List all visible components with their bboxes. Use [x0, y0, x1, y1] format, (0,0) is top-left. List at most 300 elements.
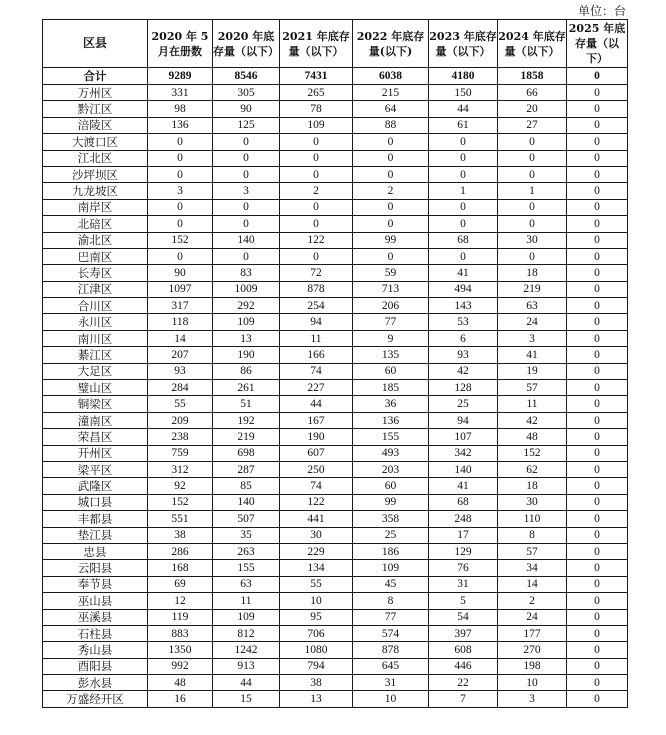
table-row — [43, 265, 628, 281]
value-cell: 0 — [148, 134, 213, 150]
header-2020-may: 2020 年 5 月在册数 — [148, 20, 213, 68]
value-cell: 185 — [353, 380, 429, 396]
value-cell: 129 — [429, 543, 498, 559]
value-cell: 1009 — [213, 281, 280, 297]
table-row — [43, 396, 628, 412]
value-cell: 0 — [213, 216, 280, 232]
district-name: 潼南区 — [43, 412, 148, 428]
value-cell: 9 — [353, 330, 429, 346]
value-cell: 0 — [567, 609, 628, 625]
value-cell: 55 — [148, 396, 213, 412]
value-cell: 0 — [567, 363, 628, 379]
table-row — [43, 216, 628, 232]
value-cell: 140 — [429, 461, 498, 477]
value-cell: 0 — [148, 166, 213, 182]
table-row — [43, 560, 628, 576]
table-row — [43, 461, 628, 477]
value-cell: 1 — [498, 183, 567, 199]
table-row — [43, 625, 628, 641]
district-name: 江津区 — [43, 281, 148, 297]
value-cell: 72 — [280, 265, 353, 281]
value-cell: 3 — [498, 330, 567, 346]
value-cell: 397 — [429, 625, 498, 641]
table-row — [43, 248, 628, 264]
value-cell: 0 — [567, 642, 628, 658]
value-cell: 0 — [498, 134, 567, 150]
unit-label: 单位：台 — [577, 4, 626, 18]
table-row — [43, 658, 628, 674]
value-cell: 1242 — [213, 642, 280, 658]
value-cell: 0 — [429, 216, 498, 232]
value-cell: 608 — [429, 642, 498, 658]
district-name: 石柱县 — [43, 625, 148, 641]
value-cell: 0 — [567, 593, 628, 609]
value-cell: 0 — [148, 216, 213, 232]
value-cell: 24 — [498, 314, 567, 330]
value-cell: 68 — [429, 232, 498, 248]
value-cell: 41 — [498, 347, 567, 363]
table-row — [43, 543, 628, 559]
value-cell: 140 — [213, 232, 280, 248]
value-cell: 0 — [567, 281, 628, 297]
value-cell: 60 — [353, 363, 429, 379]
value-cell: 78 — [280, 101, 353, 117]
value-cell: 248 — [429, 511, 498, 527]
district-name: 城口县 — [43, 494, 148, 510]
value-cell: 11 — [213, 593, 280, 609]
district-name: 云阳县 — [43, 560, 148, 576]
table-row — [43, 675, 628, 691]
value-cell: 812 — [213, 625, 280, 641]
value-cell: 143 — [429, 298, 498, 314]
district-name: 万盛经开区 — [43, 691, 148, 707]
header-2023-end: 2023 年底存量（以下） — [429, 20, 498, 68]
district-name: 江北区 — [43, 150, 148, 166]
district-name: 璧山区 — [43, 380, 148, 396]
total-cell: 9289 — [148, 68, 213, 85]
district-name: 北碚区 — [43, 216, 148, 232]
value-cell: 150 — [429, 85, 498, 101]
value-cell: 190 — [280, 429, 353, 445]
value-cell: 74 — [280, 363, 353, 379]
value-cell: 342 — [429, 445, 498, 461]
district-name: 秀山县 — [43, 642, 148, 658]
table-row — [43, 429, 628, 445]
value-cell: 0 — [280, 248, 353, 264]
value-cell: 3 — [213, 183, 280, 199]
value-cell: 0 — [213, 248, 280, 264]
value-cell: 219 — [213, 429, 280, 445]
value-cell: 263 — [213, 543, 280, 559]
value-cell: 69 — [148, 576, 213, 592]
value-cell: 0 — [567, 380, 628, 396]
value-cell: 44 — [280, 396, 353, 412]
value-cell: 317 — [148, 298, 213, 314]
value-cell: 128 — [429, 380, 498, 396]
value-cell: 229 — [280, 543, 353, 559]
value-cell: 0 — [567, 412, 628, 428]
value-cell: 238 — [148, 429, 213, 445]
value-cell: 2 — [498, 593, 567, 609]
value-cell: 1350 — [148, 642, 213, 658]
value-cell: 913 — [213, 658, 280, 674]
table-row — [43, 412, 628, 428]
value-cell: 18 — [498, 478, 567, 494]
district-name: 沙坪坝区 — [43, 166, 148, 182]
total-cell: 7431 — [280, 68, 353, 85]
value-cell: 0 — [213, 199, 280, 215]
value-cell: 74 — [280, 478, 353, 494]
value-cell: 55 — [280, 576, 353, 592]
value-cell: 265 — [280, 85, 353, 101]
value-cell: 31 — [429, 576, 498, 592]
value-cell: 99 — [353, 232, 429, 248]
table-row — [43, 691, 628, 707]
value-cell: 286 — [148, 543, 213, 559]
value-cell: 209 — [148, 412, 213, 428]
value-cell: 215 — [353, 85, 429, 101]
district-name: 万州区 — [43, 85, 148, 101]
value-cell: 98 — [148, 101, 213, 117]
value-cell: 24 — [498, 609, 567, 625]
value-cell: 0 — [567, 691, 628, 707]
value-cell: 0 — [567, 248, 628, 264]
value-cell: 0 — [353, 248, 429, 264]
district-name: 丰都县 — [43, 511, 148, 527]
value-cell: 0 — [567, 429, 628, 445]
value-cell: 0 — [353, 199, 429, 215]
value-cell: 713 — [353, 281, 429, 297]
value-cell: 0 — [567, 199, 628, 215]
value-cell: 203 — [353, 461, 429, 477]
table-row — [43, 363, 628, 379]
value-cell: 284 — [148, 380, 213, 396]
table-row — [43, 494, 628, 510]
value-cell: 0 — [567, 166, 628, 182]
value-cell: 85 — [213, 478, 280, 494]
value-cell: 25 — [353, 527, 429, 543]
value-cell: 109 — [353, 560, 429, 576]
table-row — [43, 642, 628, 658]
value-cell: 574 — [353, 625, 429, 641]
value-cell: 507 — [213, 511, 280, 527]
value-cell: 48 — [148, 675, 213, 691]
district-name: 酉阳县 — [43, 658, 148, 674]
value-cell: 30 — [498, 494, 567, 510]
value-cell: 3 — [498, 691, 567, 707]
table-row — [43, 117, 628, 133]
value-cell: 706 — [280, 625, 353, 641]
value-cell: 358 — [353, 511, 429, 527]
value-cell: 90 — [213, 101, 280, 117]
district-name: 梁平区 — [43, 461, 148, 477]
total-cell: 1858 — [498, 68, 567, 85]
value-cell: 1080 — [280, 642, 353, 658]
value-cell: 10 — [353, 691, 429, 707]
district-name: 武隆区 — [43, 478, 148, 494]
table-row — [43, 85, 628, 101]
value-cell: 155 — [353, 429, 429, 445]
value-cell: 551 — [148, 511, 213, 527]
value-cell: 83 — [213, 265, 280, 281]
value-cell: 0 — [280, 134, 353, 150]
table-row — [43, 478, 628, 494]
value-cell: 0 — [429, 134, 498, 150]
value-cell: 270 — [498, 642, 567, 658]
district-name: 綦江区 — [43, 347, 148, 363]
value-cell: 0 — [353, 166, 429, 182]
value-cell: 0 — [567, 527, 628, 543]
value-cell: 136 — [148, 117, 213, 133]
value-cell: 88 — [353, 117, 429, 133]
value-cell: 44 — [213, 675, 280, 691]
value-cell: 53 — [429, 314, 498, 330]
value-cell: 107 — [429, 429, 498, 445]
total-row — [43, 68, 628, 85]
table-row — [43, 150, 628, 166]
value-cell: 13 — [280, 691, 353, 707]
district-name: 忠县 — [43, 543, 148, 559]
value-cell: 0 — [353, 134, 429, 150]
value-cell: 136 — [353, 412, 429, 428]
value-cell: 446 — [429, 658, 498, 674]
district-name: 大渡口区 — [43, 134, 148, 150]
value-cell: 94 — [429, 412, 498, 428]
value-cell: 64 — [353, 101, 429, 117]
value-cell: 992 — [148, 658, 213, 674]
value-cell: 0 — [567, 494, 628, 510]
district-name: 巫溪县 — [43, 609, 148, 625]
header-row — [43, 20, 628, 68]
value-cell: 109 — [280, 117, 353, 133]
header-2022-end: 2022 年底存量(以下) — [353, 20, 429, 68]
inventory-table — [42, 19, 628, 708]
value-cell: 206 — [353, 298, 429, 314]
value-cell: 25 — [429, 396, 498, 412]
district-name: 巫山县 — [43, 593, 148, 609]
table-row — [43, 101, 628, 117]
value-cell: 878 — [353, 642, 429, 658]
district-name: 大足区 — [43, 363, 148, 379]
district-name: 永川区 — [43, 314, 148, 330]
value-cell: 41 — [429, 265, 498, 281]
value-cell: 30 — [498, 232, 567, 248]
value-cell: 0 — [148, 199, 213, 215]
table-row — [43, 511, 628, 527]
district-name: 彭水县 — [43, 675, 148, 691]
value-cell: 0 — [567, 396, 628, 412]
value-cell: 18 — [498, 265, 567, 281]
district-name: 巴南区 — [43, 248, 148, 264]
value-cell: 11 — [498, 396, 567, 412]
value-cell: 86 — [213, 363, 280, 379]
value-cell: 2 — [353, 183, 429, 199]
district-name: 南岸区 — [43, 199, 148, 215]
value-cell: 15 — [213, 691, 280, 707]
value-cell: 92 — [148, 478, 213, 494]
value-cell: 0 — [567, 625, 628, 641]
value-cell: 0 — [567, 232, 628, 248]
value-cell: 51 — [213, 396, 280, 412]
value-cell: 11 — [280, 330, 353, 346]
value-cell: 198 — [498, 658, 567, 674]
value-cell: 20 — [498, 101, 567, 117]
value-cell: 0 — [353, 216, 429, 232]
value-cell: 93 — [429, 347, 498, 363]
district-name: 南川区 — [43, 330, 148, 346]
value-cell: 0 — [567, 560, 628, 576]
value-cell: 16 — [148, 691, 213, 707]
value-cell: 0 — [567, 117, 628, 133]
district-name: 涪陵区 — [43, 117, 148, 133]
value-cell: 0 — [567, 461, 628, 477]
value-cell: 0 — [498, 199, 567, 215]
value-cell: 118 — [148, 314, 213, 330]
value-cell: 109 — [213, 314, 280, 330]
value-cell: 2 — [280, 183, 353, 199]
value-cell: 0 — [213, 150, 280, 166]
value-cell: 8 — [498, 527, 567, 543]
district-name: 铜梁区 — [43, 396, 148, 412]
value-cell: 794 — [280, 658, 353, 674]
value-cell: 0 — [567, 543, 628, 559]
value-cell: 0 — [567, 347, 628, 363]
value-cell: 109 — [213, 609, 280, 625]
table-row — [43, 593, 628, 609]
value-cell: 698 — [213, 445, 280, 461]
value-cell: 10 — [280, 593, 353, 609]
district-name: 垫江县 — [43, 527, 148, 543]
value-cell: 31 — [353, 675, 429, 691]
district-name: 奉节县 — [43, 576, 148, 592]
value-cell: 12 — [148, 593, 213, 609]
value-cell: 22 — [429, 675, 498, 691]
value-cell: 0 — [567, 314, 628, 330]
total-cell: 6038 — [353, 68, 429, 85]
value-cell: 152 — [148, 494, 213, 510]
value-cell: 93 — [148, 363, 213, 379]
district-name: 开州区 — [43, 445, 148, 461]
value-cell: 0 — [567, 265, 628, 281]
value-cell: 0 — [498, 216, 567, 232]
table-row — [43, 232, 628, 248]
value-cell: 645 — [353, 658, 429, 674]
value-cell: 0 — [353, 150, 429, 166]
value-cell: 190 — [213, 347, 280, 363]
value-cell: 1 — [429, 183, 498, 199]
header-2025-end: 2025 年底存量（以下） — [567, 20, 628, 68]
value-cell: 878 — [280, 281, 353, 297]
table-row — [43, 298, 628, 314]
value-cell: 0 — [567, 298, 628, 314]
district-name: 黔江区 — [43, 101, 148, 117]
value-cell: 167 — [280, 412, 353, 428]
total-label: 合计 — [43, 68, 148, 85]
value-cell: 10 — [498, 675, 567, 691]
value-cell: 0 — [567, 85, 628, 101]
value-cell: 42 — [429, 363, 498, 379]
value-cell: 60 — [353, 478, 429, 494]
value-cell: 63 — [498, 298, 567, 314]
value-cell: 95 — [280, 609, 353, 625]
value-cell: 759 — [148, 445, 213, 461]
district-name: 九龙坡区 — [43, 183, 148, 199]
table-row — [43, 576, 628, 592]
value-cell: 186 — [353, 543, 429, 559]
value-cell: 140 — [213, 494, 280, 510]
header-2021-end: 2021 年底存量（以下） — [280, 20, 353, 68]
table-row — [43, 281, 628, 297]
value-cell: 287 — [213, 461, 280, 477]
value-cell: 57 — [498, 380, 567, 396]
value-cell: 166 — [280, 347, 353, 363]
value-cell: 17 — [429, 527, 498, 543]
value-cell: 63 — [213, 576, 280, 592]
table-row — [43, 347, 628, 363]
value-cell: 219 — [498, 281, 567, 297]
value-cell: 0 — [280, 150, 353, 166]
value-cell: 122 — [280, 232, 353, 248]
value-cell: 0 — [213, 166, 280, 182]
value-cell: 0 — [280, 166, 353, 182]
value-cell: 7 — [429, 691, 498, 707]
value-cell: 250 — [280, 461, 353, 477]
value-cell: 134 — [280, 560, 353, 576]
value-cell: 493 — [353, 445, 429, 461]
value-cell: 312 — [148, 461, 213, 477]
table-row — [43, 314, 628, 330]
total-cell: 0 — [567, 68, 628, 85]
value-cell: 0 — [567, 101, 628, 117]
value-cell: 0 — [429, 199, 498, 215]
value-cell: 119 — [148, 609, 213, 625]
value-cell: 61 — [429, 117, 498, 133]
value-cell: 494 — [429, 281, 498, 297]
value-cell: 152 — [148, 232, 213, 248]
value-cell: 0 — [429, 248, 498, 264]
value-cell: 36 — [353, 396, 429, 412]
value-cell: 125 — [213, 117, 280, 133]
table-row — [43, 527, 628, 543]
header-district: 区县 — [43, 20, 148, 68]
value-cell: 41 — [429, 478, 498, 494]
value-cell: 62 — [498, 461, 567, 477]
value-cell: 0 — [280, 199, 353, 215]
value-cell: 66 — [498, 85, 567, 101]
value-cell: 152 — [498, 445, 567, 461]
value-cell: 607 — [280, 445, 353, 461]
value-cell: 38 — [280, 675, 353, 691]
value-cell: 27 — [498, 117, 567, 133]
total-cell: 8546 — [213, 68, 280, 85]
value-cell: 207 — [148, 347, 213, 363]
value-cell: 99 — [353, 494, 429, 510]
value-cell: 1097 — [148, 281, 213, 297]
value-cell: 305 — [213, 85, 280, 101]
value-cell: 45 — [353, 576, 429, 592]
value-cell: 441 — [280, 511, 353, 527]
value-cell: 44 — [429, 101, 498, 117]
value-cell: 59 — [353, 265, 429, 281]
value-cell: 0 — [213, 134, 280, 150]
table-row — [43, 380, 628, 396]
value-cell: 0 — [567, 478, 628, 494]
value-cell: 0 — [498, 248, 567, 264]
district-name: 合川区 — [43, 298, 148, 314]
table-row — [43, 183, 628, 199]
value-cell: 94 — [280, 314, 353, 330]
total-cell: 4180 — [429, 68, 498, 85]
